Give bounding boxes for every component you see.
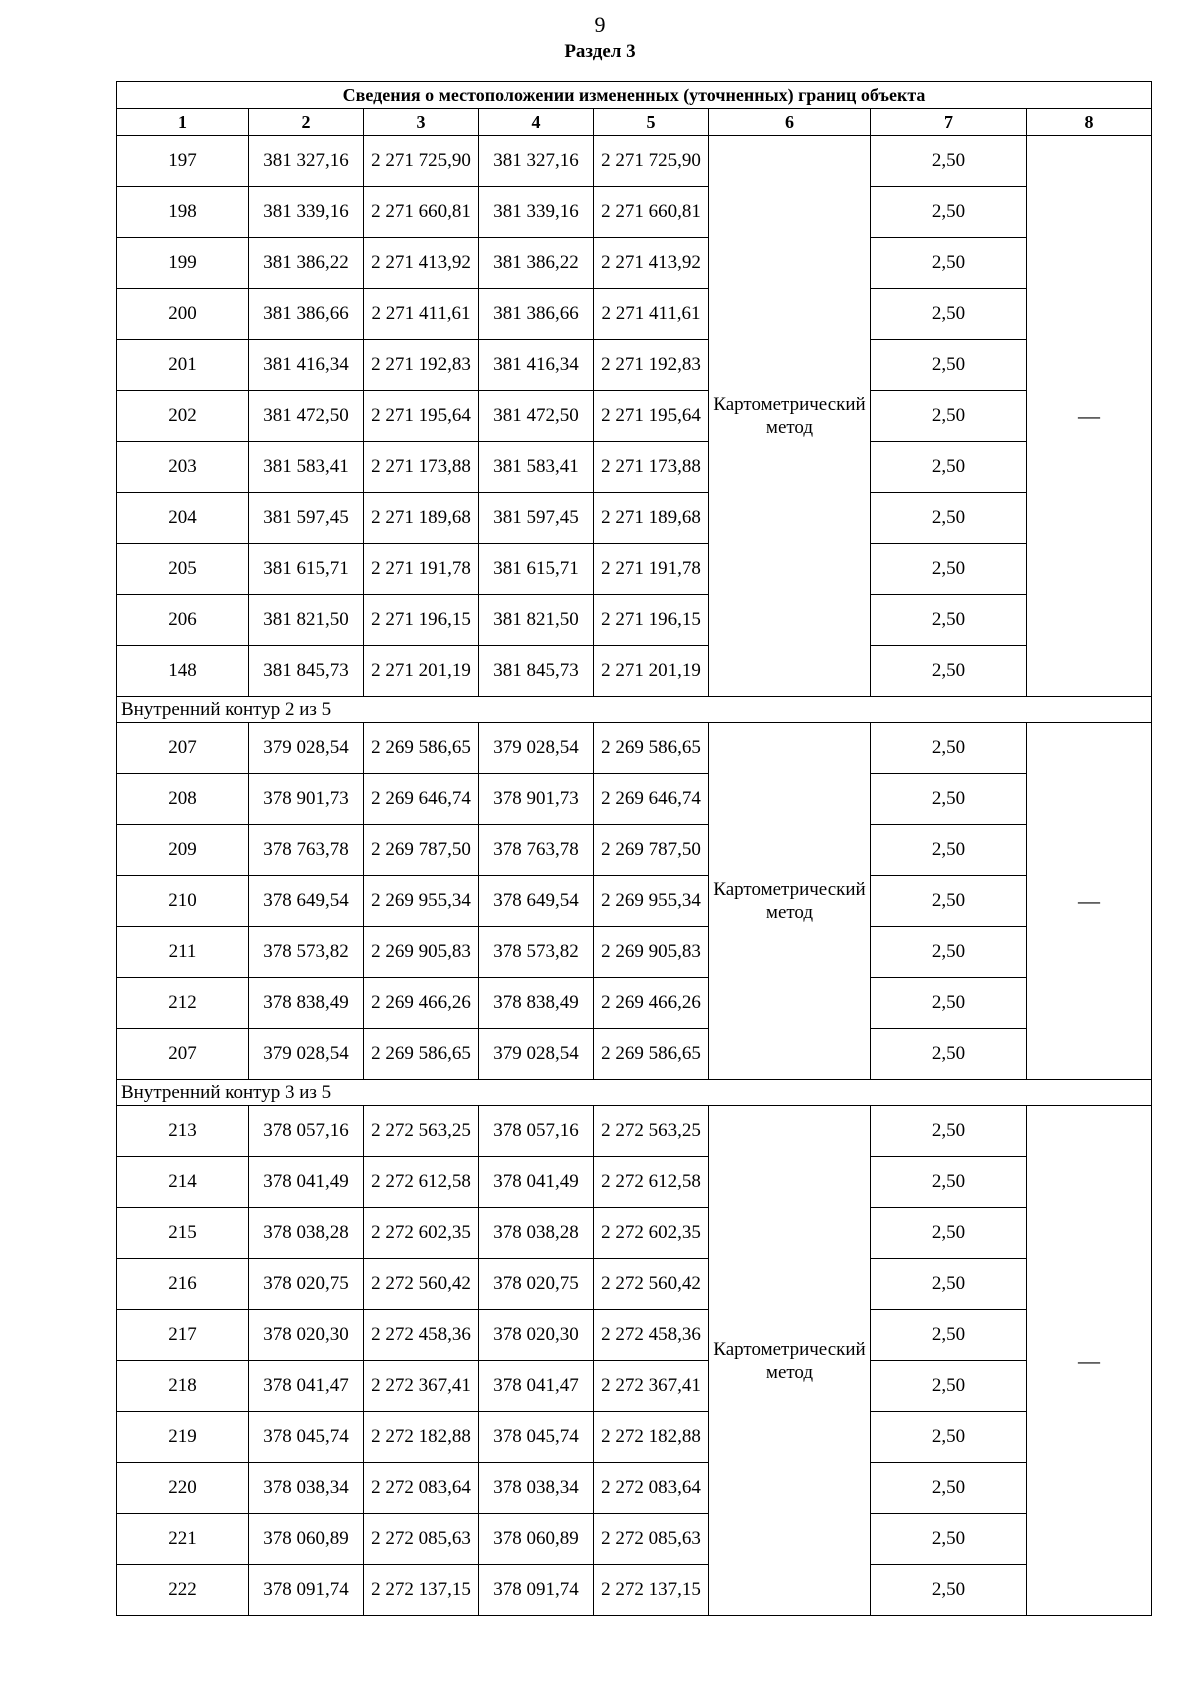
new-y: 2 272 085,63	[594, 1514, 709, 1565]
table-row	[117, 1208, 1152, 1259]
existing-y: 2 271 413,92	[364, 238, 479, 289]
accuracy-value: 2,50	[871, 1208, 1027, 1259]
accuracy-value: 2,50	[871, 442, 1027, 493]
table-row	[117, 876, 1152, 927]
column-number: 4	[479, 109, 594, 136]
determination-method: Картометрический метод	[709, 1106, 871, 1616]
accuracy-value: 2,50	[871, 1157, 1027, 1208]
table-row	[117, 136, 1152, 187]
table-row	[117, 646, 1152, 697]
new-x: 381 416,34	[479, 340, 594, 391]
accuracy-value: 2,50	[871, 646, 1027, 697]
existing-y: 2 272 458,36	[364, 1310, 479, 1361]
accuracy-value: 2,50	[871, 187, 1027, 238]
existing-y: 2 272 137,15	[364, 1565, 479, 1616]
point-number: 220	[117, 1463, 249, 1514]
existing-x: 378 057,16	[249, 1106, 364, 1157]
existing-y: 2 272 563,25	[364, 1106, 479, 1157]
accuracy-value: 2,50	[871, 1361, 1027, 1412]
new-x: 381 583,41	[479, 442, 594, 493]
table-row	[117, 1029, 1152, 1080]
column-numbers-row	[117, 109, 1152, 136]
accuracy-value: 2,50	[871, 289, 1027, 340]
table-row	[117, 1361, 1152, 1412]
table-row	[117, 978, 1152, 1029]
new-y: 2 272 182,88	[594, 1412, 709, 1463]
new-y: 2 272 367,41	[594, 1361, 709, 1412]
point-number: 206	[117, 595, 249, 646]
point-number: 198	[117, 187, 249, 238]
accuracy-value: 2,50	[871, 825, 1027, 876]
point-number: 211	[117, 927, 249, 978]
existing-x: 381 597,45	[249, 493, 364, 544]
new-x: 379 028,54	[479, 723, 594, 774]
table-row	[117, 187, 1152, 238]
existing-y: 2 271 725,90	[364, 136, 479, 187]
existing-y: 2 272 367,41	[364, 1361, 479, 1412]
existing-x: 378 041,49	[249, 1157, 364, 1208]
point-number: 209	[117, 825, 249, 876]
existing-y: 2 272 602,35	[364, 1208, 479, 1259]
table-row	[117, 927, 1152, 978]
table-row	[117, 289, 1152, 340]
point-number: 210	[117, 876, 249, 927]
accuracy-value: 2,50	[871, 493, 1027, 544]
new-x: 378 091,74	[479, 1565, 594, 1616]
point-number: 203	[117, 442, 249, 493]
table-body	[117, 82, 1152, 1616]
existing-x: 378 060,89	[249, 1514, 364, 1565]
new-y: 2 269 586,65	[594, 723, 709, 774]
new-x: 381 821,50	[479, 595, 594, 646]
new-x: 378 020,30	[479, 1310, 594, 1361]
new-x: 381 597,45	[479, 493, 594, 544]
existing-x: 381 845,73	[249, 646, 364, 697]
new-x: 381 327,16	[479, 136, 594, 187]
existing-x: 378 091,74	[249, 1565, 364, 1616]
existing-y: 2 271 192,83	[364, 340, 479, 391]
determination-method: Картометрический метод	[709, 723, 871, 1080]
accuracy-value: 2,50	[871, 774, 1027, 825]
accuracy-value: 2,50	[871, 1514, 1027, 1565]
accuracy-value: 2,50	[871, 1463, 1027, 1514]
new-x: 378 038,28	[479, 1208, 594, 1259]
new-x: 381 845,73	[479, 646, 594, 697]
existing-x: 381 339,16	[249, 187, 364, 238]
table-row	[117, 1259, 1152, 1310]
table-row	[117, 493, 1152, 544]
existing-y: 2 271 411,61	[364, 289, 479, 340]
new-y: 2 271 192,83	[594, 340, 709, 391]
point-number: 200	[117, 289, 249, 340]
point-number: 214	[117, 1157, 249, 1208]
accuracy-value: 2,50	[871, 1106, 1027, 1157]
note-dash: —	[1027, 136, 1152, 697]
new-y: 2 271 413,92	[594, 238, 709, 289]
point-number: 222	[117, 1565, 249, 1616]
accuracy-value: 2,50	[871, 723, 1027, 774]
column-number: 5	[594, 109, 709, 136]
point-number: 202	[117, 391, 249, 442]
table-row	[117, 442, 1152, 493]
new-x: 378 060,89	[479, 1514, 594, 1565]
table-row	[117, 1157, 1152, 1208]
existing-x: 379 028,54	[249, 723, 364, 774]
existing-y: 2 271 189,68	[364, 493, 479, 544]
point-number: 197	[117, 136, 249, 187]
existing-x: 381 386,66	[249, 289, 364, 340]
existing-x: 381 386,22	[249, 238, 364, 289]
existing-y: 2 269 466,26	[364, 978, 479, 1029]
existing-x: 379 028,54	[249, 1029, 364, 1080]
column-number: 6	[709, 109, 871, 136]
accuracy-value: 2,50	[871, 391, 1027, 442]
new-x: 378 041,47	[479, 1361, 594, 1412]
point-number: 148	[117, 646, 249, 697]
point-number: 204	[117, 493, 249, 544]
existing-x: 378 045,74	[249, 1412, 364, 1463]
existing-y: 2 272 560,42	[364, 1259, 479, 1310]
existing-y: 2 271 195,64	[364, 391, 479, 442]
determination-method: Картометрический метод	[709, 136, 871, 697]
existing-y: 2 269 787,50	[364, 825, 479, 876]
existing-y: 2 272 085,63	[364, 1514, 479, 1565]
table-row	[117, 1106, 1152, 1157]
point-number: 199	[117, 238, 249, 289]
new-x: 378 838,49	[479, 978, 594, 1029]
existing-y: 2 272 612,58	[364, 1157, 479, 1208]
new-y: 2 272 602,35	[594, 1208, 709, 1259]
table-row	[117, 723, 1152, 774]
table-row	[117, 544, 1152, 595]
boundary-coordinates-table	[116, 81, 1152, 1616]
section-title: Раздел 3	[564, 41, 636, 62]
column-number: 8	[1027, 109, 1152, 136]
table-row	[117, 1514, 1152, 1565]
table-row	[117, 595, 1152, 646]
accuracy-value: 2,50	[871, 1259, 1027, 1310]
point-number: 201	[117, 340, 249, 391]
point-number: 205	[117, 544, 249, 595]
accuracy-value: 2,50	[871, 1565, 1027, 1616]
point-number: 213	[117, 1106, 249, 1157]
accuracy-value: 2,50	[871, 340, 1027, 391]
new-x: 378 045,74	[479, 1412, 594, 1463]
table-row	[117, 238, 1152, 289]
table-row	[117, 825, 1152, 876]
table-row	[117, 1463, 1152, 1514]
table-caption-row	[117, 82, 1152, 109]
new-y: 2 271 411,61	[594, 289, 709, 340]
new-y: 2 269 646,74	[594, 774, 709, 825]
point-number: 212	[117, 978, 249, 1029]
new-x: 378 901,73	[479, 774, 594, 825]
existing-y: 2 269 905,83	[364, 927, 479, 978]
existing-x: 378 038,34	[249, 1463, 364, 1514]
accuracy-value: 2,50	[871, 927, 1027, 978]
accuracy-value: 2,50	[871, 1412, 1027, 1463]
existing-y: 2 271 173,88	[364, 442, 479, 493]
new-y: 2 271 189,68	[594, 493, 709, 544]
contour-title: Внутренний контур 2 из 5	[117, 697, 1152, 723]
new-y: 2 271 191,78	[594, 544, 709, 595]
existing-x: 378 020,30	[249, 1310, 364, 1361]
existing-y: 2 269 646,74	[364, 774, 479, 825]
existing-x: 378 901,73	[249, 774, 364, 825]
new-y: 2 272 563,25	[594, 1106, 709, 1157]
existing-x: 378 041,47	[249, 1361, 364, 1412]
existing-x: 381 583,41	[249, 442, 364, 493]
new-y: 2 271 201,19	[594, 646, 709, 697]
new-y: 2 271 725,90	[594, 136, 709, 187]
accuracy-value: 2,50	[871, 136, 1027, 187]
new-x: 381 386,22	[479, 238, 594, 289]
existing-x: 378 763,78	[249, 825, 364, 876]
existing-x: 378 020,75	[249, 1259, 364, 1310]
new-y: 2 272 560,42	[594, 1259, 709, 1310]
point-number: 207	[117, 1029, 249, 1080]
new-y: 2 271 660,81	[594, 187, 709, 238]
table-caption: Сведения о местоположении измененных (уточненных) границ объекта	[117, 82, 1152, 109]
new-y: 2 271 196,15	[594, 595, 709, 646]
new-y: 2 272 137,15	[594, 1565, 709, 1616]
existing-x: 381 615,71	[249, 544, 364, 595]
new-x: 381 472,50	[479, 391, 594, 442]
existing-x: 381 821,50	[249, 595, 364, 646]
contour-title: Внутренний контур 3 из 5	[117, 1080, 1152, 1106]
existing-x: 378 038,28	[249, 1208, 364, 1259]
new-y: 2 269 466,26	[594, 978, 709, 1029]
new-x: 378 649,54	[479, 876, 594, 927]
column-number: 7	[871, 109, 1027, 136]
table-row	[117, 391, 1152, 442]
existing-x: 378 573,82	[249, 927, 364, 978]
existing-y: 2 272 083,64	[364, 1463, 479, 1514]
new-x: 381 386,66	[479, 289, 594, 340]
new-x: 378 020,75	[479, 1259, 594, 1310]
note-dash: —	[1027, 723, 1152, 1080]
accuracy-value: 2,50	[871, 238, 1027, 289]
new-y: 2 269 955,34	[594, 876, 709, 927]
new-x: 378 573,82	[479, 927, 594, 978]
accuracy-value: 2,50	[871, 595, 1027, 646]
new-x: 381 615,71	[479, 544, 594, 595]
existing-x: 378 649,54	[249, 876, 364, 927]
existing-y: 2 271 196,15	[364, 595, 479, 646]
new-y: 2 272 612,58	[594, 1157, 709, 1208]
new-y: 2 269 905,83	[594, 927, 709, 978]
accuracy-value: 2,50	[871, 1029, 1027, 1080]
existing-x: 381 416,34	[249, 340, 364, 391]
existing-y: 2 271 201,19	[364, 646, 479, 697]
point-number: 208	[117, 774, 249, 825]
point-number: 216	[117, 1259, 249, 1310]
table-row	[117, 1412, 1152, 1463]
table-row	[117, 340, 1152, 391]
accuracy-value: 2,50	[871, 1310, 1027, 1361]
new-y: 2 272 458,36	[594, 1310, 709, 1361]
contour-title-row	[117, 697, 1152, 723]
new-x: 381 339,16	[479, 187, 594, 238]
column-number: 1	[117, 109, 249, 136]
new-y: 2 271 173,88	[594, 442, 709, 493]
existing-x: 381 472,50	[249, 391, 364, 442]
existing-y: 2 272 182,88	[364, 1412, 479, 1463]
column-number: 3	[364, 109, 479, 136]
existing-x: 381 327,16	[249, 136, 364, 187]
point-number: 218	[117, 1361, 249, 1412]
new-y: 2 271 195,64	[594, 391, 709, 442]
page-number: 9	[594, 12, 606, 37]
accuracy-value: 2,50	[871, 544, 1027, 595]
new-y: 2 269 787,50	[594, 825, 709, 876]
existing-y: 2 269 955,34	[364, 876, 479, 927]
table-row	[117, 1310, 1152, 1361]
accuracy-value: 2,50	[871, 876, 1027, 927]
table-row	[117, 774, 1152, 825]
existing-y: 2 269 586,65	[364, 723, 479, 774]
point-number: 207	[117, 723, 249, 774]
existing-x: 378 838,49	[249, 978, 364, 1029]
point-number: 217	[117, 1310, 249, 1361]
new-x: 378 041,49	[479, 1157, 594, 1208]
new-y: 2 272 083,64	[594, 1463, 709, 1514]
point-number: 221	[117, 1514, 249, 1565]
note-dash: —	[1027, 1106, 1152, 1616]
contour-title-row	[117, 1080, 1152, 1106]
point-number: 219	[117, 1412, 249, 1463]
point-number: 215	[117, 1208, 249, 1259]
new-x: 378 057,16	[479, 1106, 594, 1157]
new-y: 2 269 586,65	[594, 1029, 709, 1080]
column-number: 2	[249, 109, 364, 136]
existing-y: 2 271 191,78	[364, 544, 479, 595]
existing-y: 2 269 586,65	[364, 1029, 479, 1080]
accuracy-value: 2,50	[871, 978, 1027, 1029]
new-x: 378 038,34	[479, 1463, 594, 1514]
new-x: 378 763,78	[479, 825, 594, 876]
table-row	[117, 1565, 1152, 1616]
existing-y: 2 271 660,81	[364, 187, 479, 238]
new-x: 379 028,54	[479, 1029, 594, 1080]
